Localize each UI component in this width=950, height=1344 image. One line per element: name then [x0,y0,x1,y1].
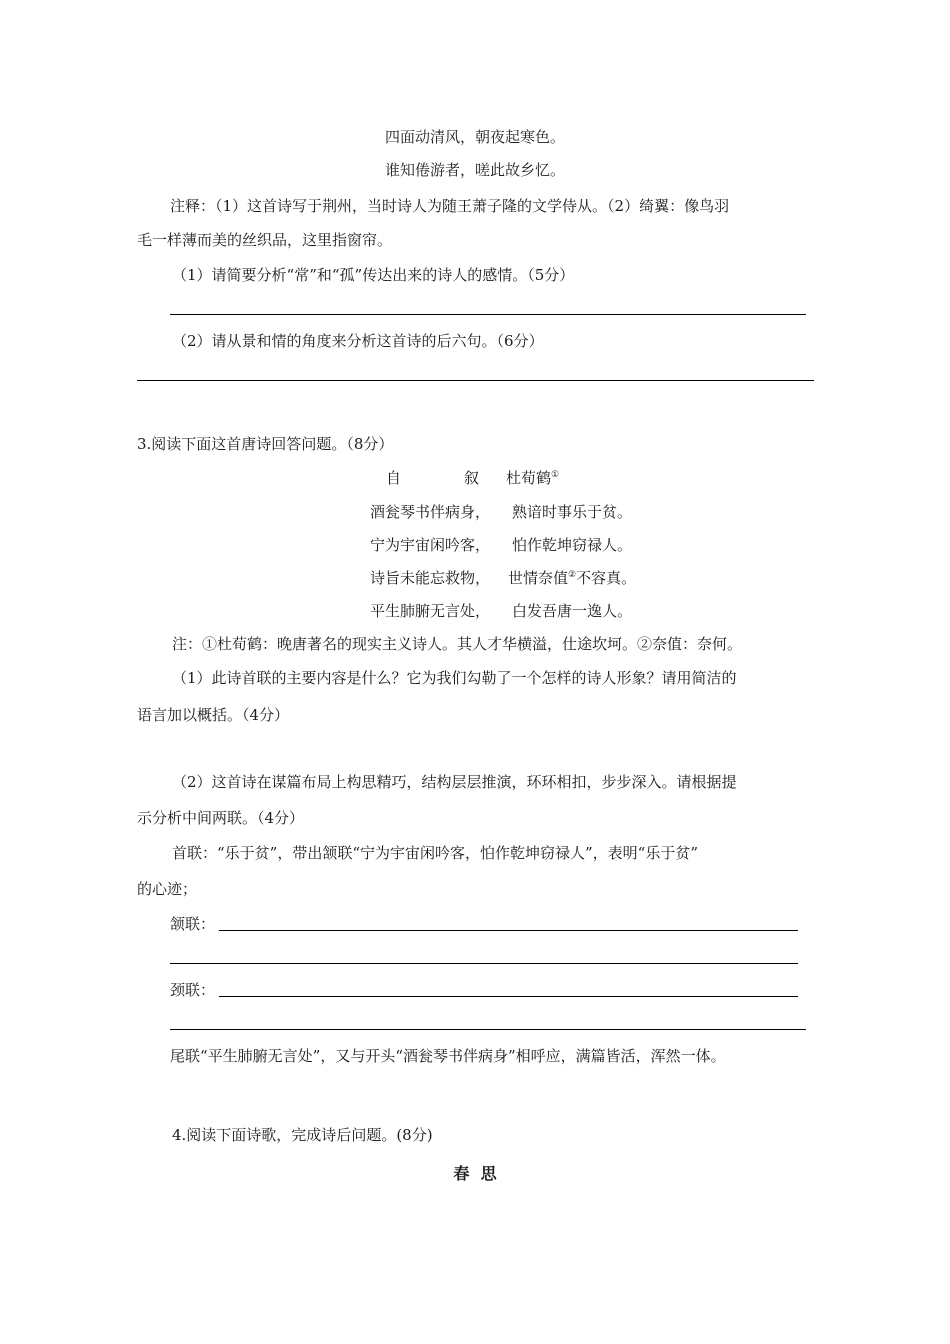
answer-line[interactable] [170,963,798,964]
poem-line: 熟谙时事乐于贫。 [512,503,633,521]
section-heading: 3.阅读下面这首唐诗回答问题。（8分） [137,435,394,453]
poem-line: 四面动清风，朝夜起寒色。 [384,128,565,146]
poem-line: 怕作乾坤窃禄人。 [512,536,633,554]
hint-text: 首联：“乐于贫”，带出颔联“宁为宇宙闲吟客，怕作乾坤窃禄人”，表明“乐于贫” [172,844,699,862]
answer-line[interactable] [219,996,798,997]
poem-title: 春 思 [453,1164,497,1183]
poem-line: 谁知倦游者，嗟此故乡忆。 [384,161,565,179]
poem-title-char: 叙 [464,469,480,487]
hint-text: 尾联“平生肺腑无言处”，又与开头“酒瓮琴书伴病身”相呼应，满篇皆活，浑然一体。 [170,1047,726,1065]
answer-line[interactable] [137,380,814,381]
footnote-marker: ① [551,470,560,480]
question-text: 示分析中间两联。（4分） [137,809,305,827]
poem-line: 平生肺腑无言处， [370,602,491,620]
poem-line: 诗旨未能忘救物， [370,569,491,587]
footnote-marker: ② [568,570,577,580]
question-text: 语言加以概括。（4分） [137,706,290,724]
answer-label: 颔联： [170,915,216,933]
annotation-line: 注释：（1）这首诗写于荆州，当时诗人为随王萧子隆的文学侍从。（2）绮翼：像鸟羽 [170,197,730,215]
poem-line: 宁为宇宙闲吟客， [370,536,491,554]
poem-line: 白发吾唐一逸人。 [512,602,633,620]
poem-line: 酒瓮琴书伴病身， [370,503,491,521]
answer-line[interactable] [170,1029,806,1030]
poem-line: 世情奈值②不容真。 [508,569,637,587]
hint-text: 的心迹； [137,880,198,898]
question-text: （2）这首诗在谋篇布局上构思精巧，结构层层推演，环环相扣，步步深入。请根据提 [172,773,737,791]
section-heading: 4.阅读下面诗歌，完成诗后问题。(8分) [172,1126,433,1144]
question-text: （1）请简要分析“常”和“孤”传达出来的诗人的感情。（5分） [172,266,575,284]
annotation-line: 注：①杜荀鹤：晚唐著名的现实主义诗人。其人才华横溢，仕途坎坷。②奈值：奈何。 [172,635,743,653]
poem-title-char: 自 [386,469,402,487]
answer-line[interactable] [219,930,798,931]
poem-author: 杜荀鹤① [506,469,560,487]
annotation-line: 毛一样薄而美的丝织品，这里指窗帘。 [137,231,393,249]
question-text: （1）此诗首联的主要内容是什么？它为我们勾勒了一个怎样的诗人形象？请用简洁的 [172,669,737,687]
question-text: （2）请从景和情的角度来分析这首诗的后六句。（6分） [172,332,544,350]
answer-line[interactable] [170,314,806,315]
answer-label: 颈联： [170,981,216,999]
